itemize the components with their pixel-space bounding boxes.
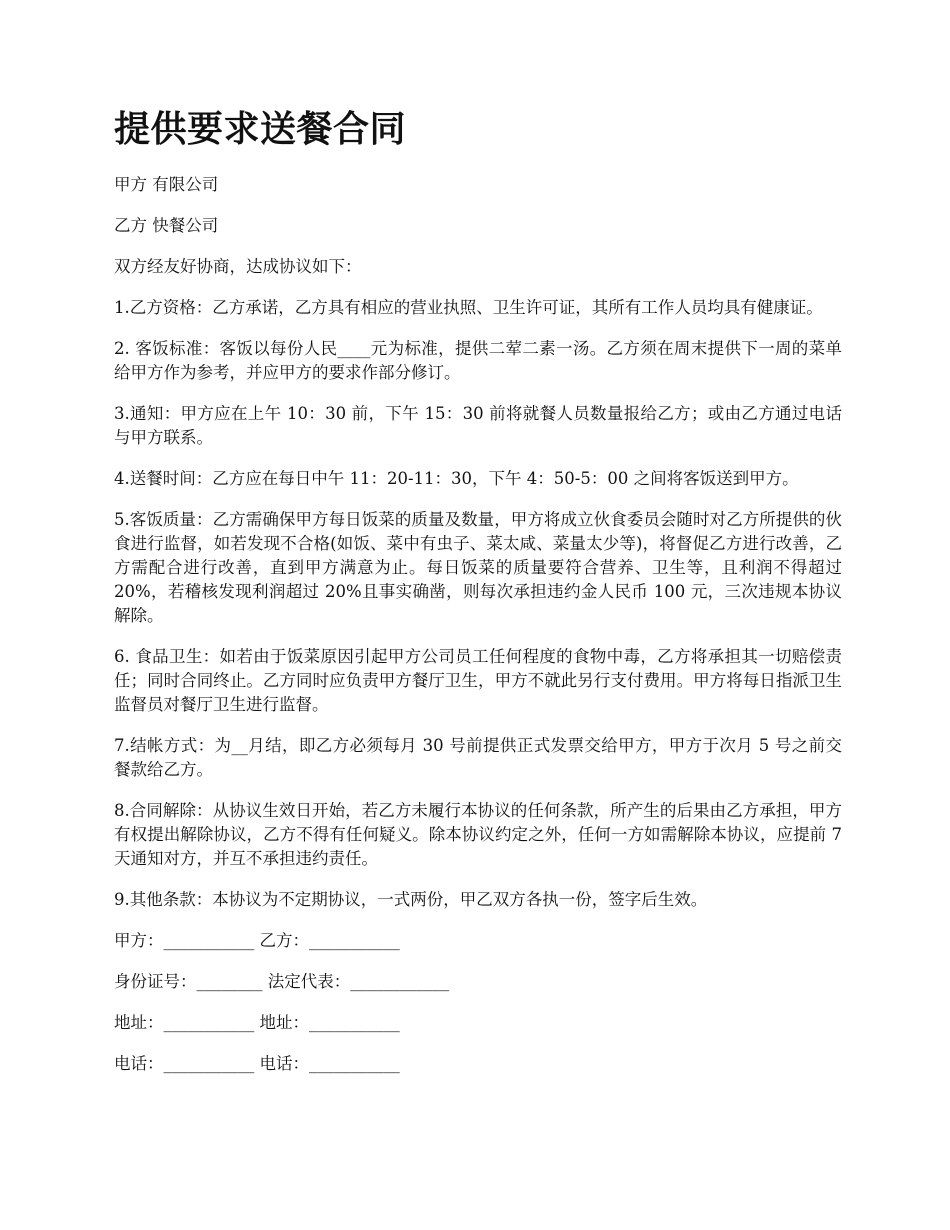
signature-address-line: 地址：___________ 地址：___________ xyxy=(114,1013,400,1033)
clause-4: 4.送餐时间：乙方应在每日中午 11：20-11：30，下午 4：50-5：00 之间将客饭送到甲方。 xyxy=(114,469,799,489)
clause-7: 7.结帐方式：为__月结，即乙方必须每月 30 号前提供正式发票交给甲方，甲方于次月 5 号之前交餐款给乙方。 xyxy=(114,736,842,780)
clause-1: 1.乙方资格：乙方承诺，乙方具有相应的营业执照、卫生许可证，其所有工作人员均具有健康证。 xyxy=(114,298,823,318)
signature-party-line: 甲方：___________ 乙方：___________ xyxy=(114,931,400,951)
clause-8: 8.合同解除：从协议生效日开始，若乙方未履行本协议的任何条款，所产生的后果由乙方承担，甲方有权提出解除协议，乙方不得有任何疑义。除本协议约定之外，任何一方如需解除本协议，应提前 7 天通知对方，并互不承担违约责任。 xyxy=(114,801,842,869)
clause-6: 6. 食品卫生：如若由于饭菜原因引起甲方公司员工任何程度的食物中毒，乙方将承担其一切赔偿责任；同时合同终止。乙方同时应负责甲方餐厅卫生，甲方不就此另行支付费用。甲方将每日指派卫生监督员对餐厅卫生进行监督。 xyxy=(114,647,842,715)
clause-5: 5.客饭质量：乙方需确保甲方每日饭菜的质量及数量，甲方将成立伙食委员会随时对乙方所提供的伙食进行监督，如若发现不合格(如饭、菜中有虫子、菜太咸、菜量太少等)，将督促乙方进行改善，乙方需配合进行改善，直到甲方满意为止。每日饭菜的质量要符合营养、卫生等，且利润不得超过 20%，若稽核发现利润超过 20%且事实确凿，则每次承担违约金人民币 100 元，三次违规本协议解除。 xyxy=(114,510,842,626)
document-title: 提供要求送餐合同 xyxy=(114,108,407,150)
party-a-line: 甲方 有限公司 xyxy=(114,175,219,195)
intro-line: 双方经友好协商，达成协议如下： xyxy=(114,257,362,277)
clause-3: 3.通知：甲方应在上午 10：30 前，下午 15：30 前将就餐人员数量报给乙方；或由乙方通过电话与甲方联系。 xyxy=(114,404,842,448)
contract-document xyxy=(114,108,842,1093)
signature-phone-line: 电话：___________ 电话：___________ xyxy=(114,1054,400,1074)
signature-id-line: 身份证号：________ 法定代表：____________ xyxy=(114,972,450,992)
clause-2: 2. 客饭标准：客饭以每份人民____元为标准，提供二荤二素一汤。乙方须在周末提供下一周的菜单给甲方作为参考，并应甲方的要求作部分修订。 xyxy=(114,339,842,383)
party-b-line: 乙方 快餐公司 xyxy=(114,216,219,236)
clause-9: 9.其他条款：本协议为不定期协议，一式两份，甲乙双方各执一份，签字后生效。 xyxy=(114,890,708,910)
